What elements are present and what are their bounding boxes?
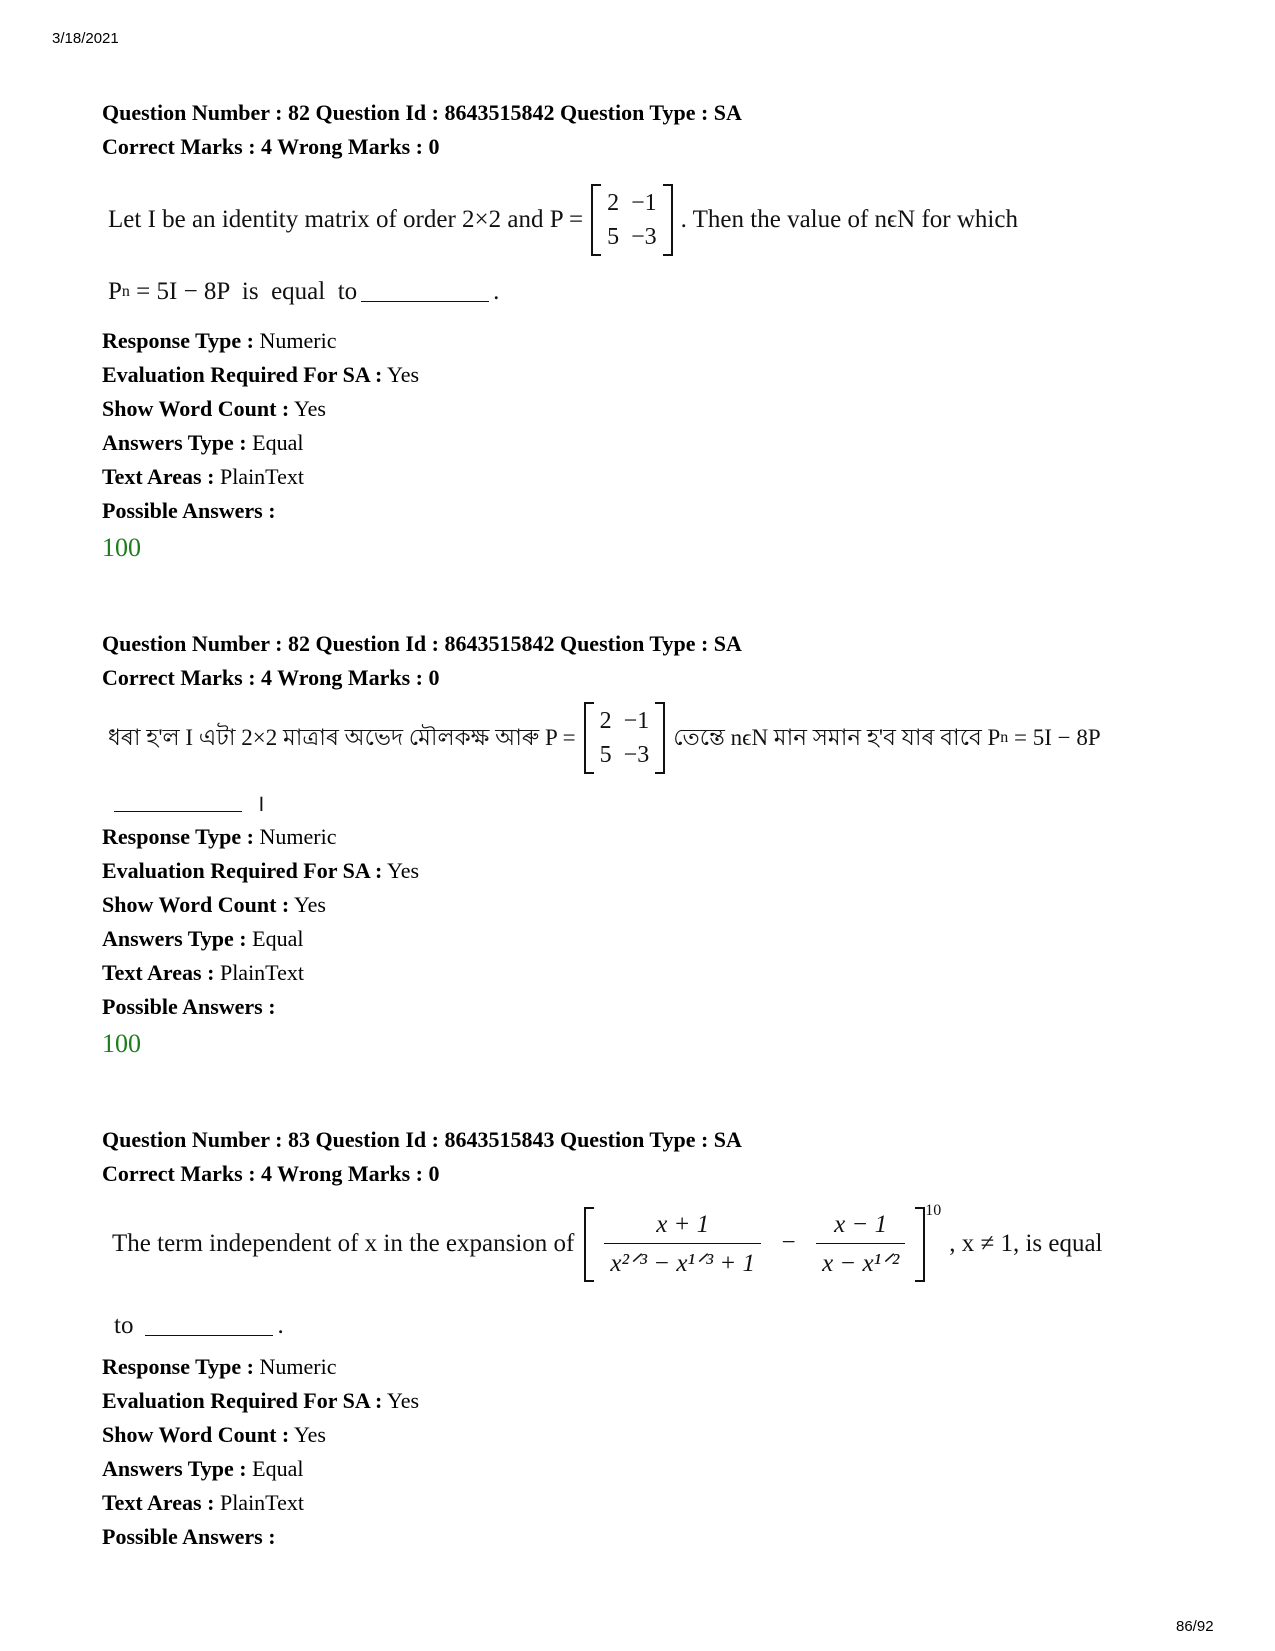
meta-value: PlainText — [219, 960, 304, 985]
exponent: 10 — [925, 1202, 942, 1219]
meta-value: PlainText — [219, 1490, 304, 1515]
meta-label: Evaluation Required For SA : — [102, 858, 383, 883]
meta-label: Text Areas : — [102, 960, 215, 985]
question-text-part: = 5I − 8P is equal to — [129, 278, 358, 305]
meta-value: Yes — [293, 892, 326, 917]
meta-label: Show Word Count : — [102, 396, 290, 421]
matrix-p — [584, 702, 666, 774]
meta-label: Evaluation Required For SA : — [102, 1388, 383, 1413]
question-text-3: The term independent of x in the expansion of $\frac{x + 1}{\text{x²ᐟ³ − x¹ᐟ³ + 1}}$ − $\frac{x - 1}{\text{x − x¹ᐟ²}}$ $^{10}$ , x ≠ 1, is equal to . — [112, 1202, 1103, 1339]
meta-label: Answers Type : — [102, 430, 247, 455]
question-meta-3 — [102, 1350, 1192, 1554]
meta-label: Possible Answers : — [102, 994, 276, 1019]
meta-label: Evaluation Required For SA : — [102, 362, 383, 387]
page-date: 3/18/2021 — [52, 30, 119, 47]
meta-value: Equal — [252, 1456, 304, 1481]
marks-line: Correct Marks : 4 Wrong Marks : 0 — [102, 665, 440, 690]
meta-value: Numeric — [259, 824, 337, 849]
question-meta-2 — [102, 820, 1192, 1062]
question-meta-1 — [102, 324, 1192, 566]
fraction-denominator: x − x¹ᐟ² — [816, 1243, 905, 1278]
meta-value: Equal — [252, 926, 304, 951]
superscript: n — [1000, 729, 1009, 746]
answer-blank — [114, 793, 242, 812]
question-id-line: Question Number : 82 Question Id : 8643515842 Question Type : SA — [102, 631, 742, 656]
meta-value: Equal — [252, 430, 304, 455]
question-text-part: ধৰা হ'ল I এটা 2×2 মাত্ৰাৰ অভেদ মৌলকক্ষ আৰু P = — [108, 724, 576, 750]
meta-value: PlainText — [219, 464, 304, 489]
question-text-part: তেন্তে nϵN মান সমান হ'ব যাৰ বাবে P — [673, 724, 1001, 750]
meta-label: Text Areas : — [102, 464, 215, 489]
matrix-cell: −1 — [623, 708, 650, 734]
question-text-part: . Then the value of nϵN for which — [680, 206, 1018, 233]
question-text-part: Let I be an identity matrix of order 2×2 and P = — [108, 206, 584, 233]
possible-answer: 100 — [102, 533, 141, 562]
matrix-cell: 5 — [607, 224, 620, 250]
meta-label: Response Type : — [102, 1354, 254, 1379]
meta-label: Response Type : — [102, 328, 254, 353]
meta-value: Yes — [293, 1422, 326, 1447]
meta-value: Yes — [387, 858, 420, 883]
matrix-cell: 2 — [599, 708, 612, 734]
matrix-cell: 5 — [599, 742, 612, 768]
marks-line: Correct Marks : 4 Wrong Marks : 0 — [102, 1161, 440, 1186]
matrix-cell: −3 — [623, 742, 650, 768]
meta-value: Yes — [387, 362, 420, 387]
fraction-numerator: x − 1 — [834, 1210, 888, 1238]
question-text-part: , x ≠ 1, is equal — [949, 1230, 1103, 1257]
answer-blank — [361, 283, 489, 302]
meta-value: Numeric — [259, 1354, 337, 1379]
meta-label: Text Areas : — [102, 1490, 215, 1515]
question-header-1 — [102, 96, 1192, 164]
meta-label: Show Word Count : — [102, 892, 290, 917]
possible-answer: 100 — [102, 1029, 141, 1058]
superscript: n — [121, 283, 130, 300]
question-text-part: P — [108, 278, 122, 305]
meta-value: Numeric — [259, 328, 337, 353]
marks-line: Correct Marks : 4 Wrong Marks : 0 — [102, 134, 440, 159]
question-text-1: Let I be an identity matrix of order 2×2 and P = 2 −1 5 −3 . Then the value of nϵN for which P n = 5I − 8P is equal to . — [102, 180, 1192, 320]
question-id-line: Question Number : 82 Question Id : 8643515842 Question Type : SA — [102, 100, 742, 125]
fraction-2 — [816, 1211, 905, 1278]
question-id-line: Question Number : 83 Question Id : 8643515843 Question Type : SA — [102, 1127, 742, 1152]
question-header-2 — [102, 627, 1192, 695]
question-text-part: = 5I − 8P — [1008, 725, 1101, 750]
fraction-1 — [604, 1211, 761, 1278]
meta-label: Show Word Count : — [102, 1422, 290, 1447]
meta-label: Answers Type : — [102, 926, 247, 951]
meta-value: Yes — [293, 396, 326, 421]
fraction-denominator: x²ᐟ³ − x¹ᐟ³ + 1 — [604, 1243, 761, 1278]
answer-blank — [145, 1317, 273, 1336]
meta-label: Answers Type : — [102, 1456, 247, 1481]
fraction-numerator: x + 1 — [656, 1210, 710, 1238]
meta-value: Yes — [387, 1388, 420, 1413]
question-header-3 — [102, 1123, 1192, 1191]
matrix-p — [591, 184, 673, 256]
meta-label: Response Type : — [102, 824, 254, 849]
meta-label: Possible Answers : — [102, 1524, 276, 1549]
matrix-cell: −3 — [631, 224, 657, 250]
end-mark: । — [256, 791, 265, 816]
bracket-expression: $\frac{x + 1}{\text{x²ᐟ³ − x¹ᐟ³ + 1}}$ − $\frac{x - 1}{\text{x − x¹ᐟ²}}$ — [584, 1211, 925, 1278]
question-text-part: The term independent of x in the expansion of — [112, 1230, 575, 1257]
question-text-2 — [102, 698, 1192, 822]
meta-label: Possible Answers : — [102, 498, 276, 523]
page-number: 86/92 — [1176, 1618, 1214, 1635]
matrix-cell: −1 — [631, 190, 657, 216]
question-text-part: to — [114, 1312, 134, 1339]
matrix-cell: 2 — [607, 190, 620, 216]
